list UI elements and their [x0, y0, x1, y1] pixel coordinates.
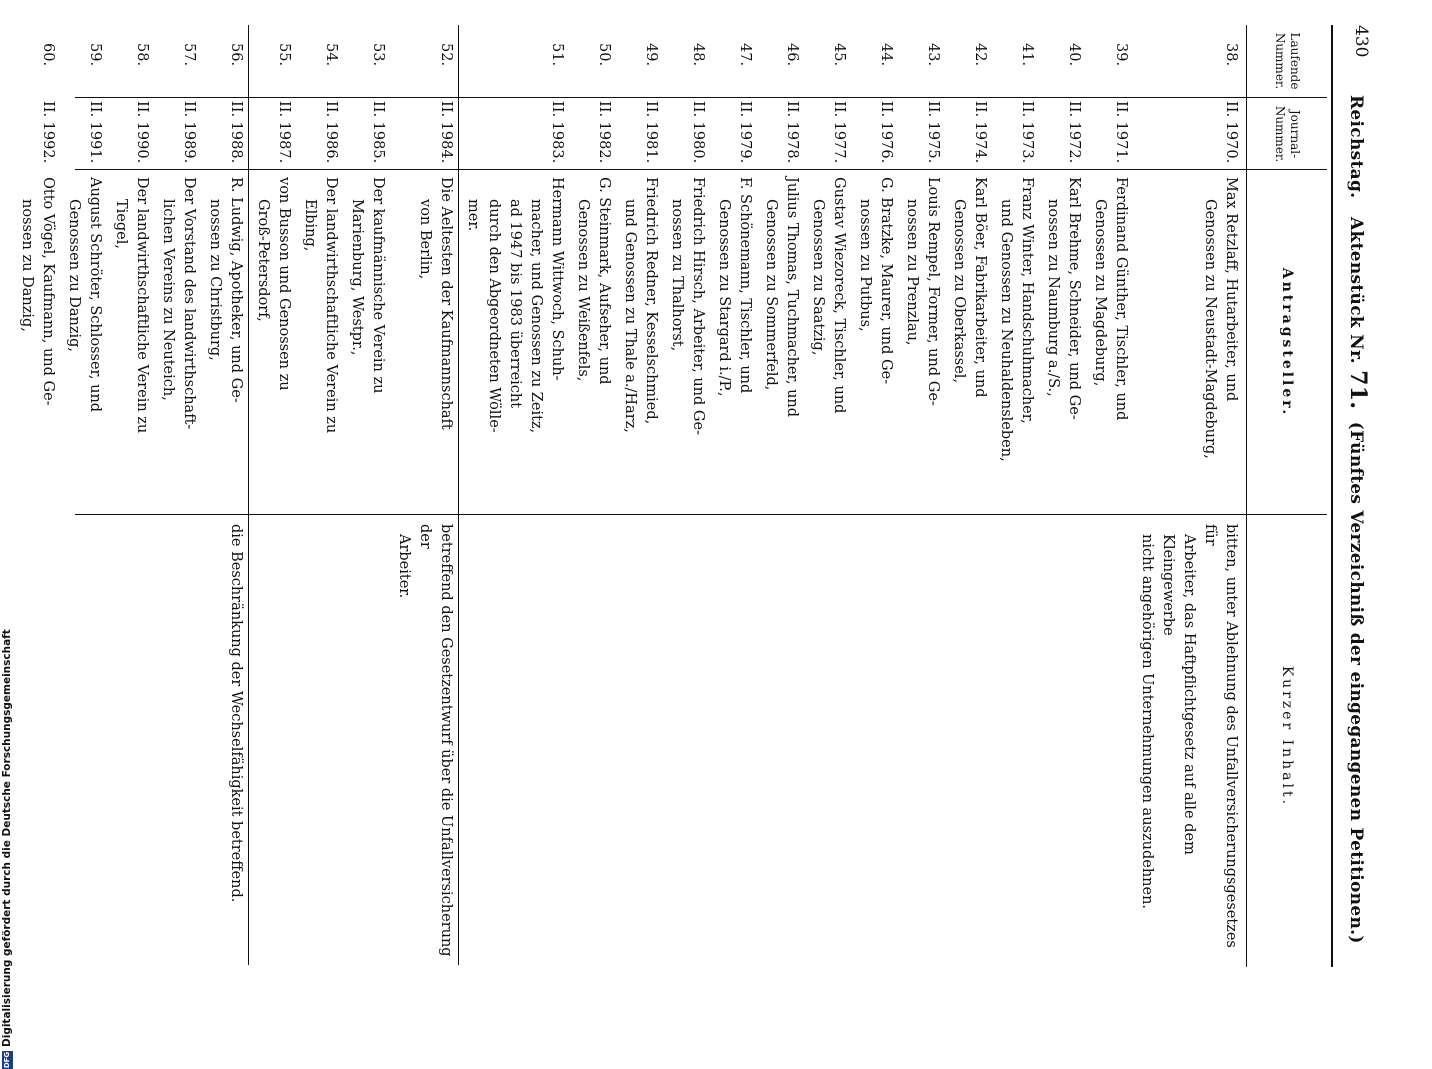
antragsteller-line: Hermann Wittwoch, Schuh- [549, 177, 565, 381]
journal-nummer: II. 1980. [690, 101, 706, 164]
antragsteller-line: August Schröter, Schlosser, und [87, 177, 103, 413]
antragsteller-line: und Genossen zu Thale a./Harz, [622, 199, 638, 433]
column-header-antragsteller: Antragsteller. [1247, 169, 1327, 515]
antragsteller-line: Tiegel, [113, 199, 129, 249]
antragsteller-cell [393, 169, 456, 514]
table-row [945, 25, 992, 965]
antragsteller-line: Friedrich Redner, Kesselschmied, [643, 177, 659, 425]
table-row [898, 25, 945, 965]
laufende-nummer: 54. [323, 43, 339, 67]
antragsteller-line: mer. [465, 199, 481, 232]
inhalt-cell [299, 514, 341, 957]
journal-nummer: II. 1981. [643, 101, 659, 164]
rotated-page [19, 25, 1375, 975]
inhalt-line: die Beschränkung der Wechselfähigkeit betreffend. [228, 524, 244, 903]
laufende-nummer: 50. [596, 43, 612, 67]
column-header-rule [1246, 25, 1247, 967]
laufende-nummer: 47. [737, 43, 753, 67]
journal-nummer: II. 1974. [972, 101, 988, 164]
antragsteller-line: Der landwirthschaftliche Verein zu [323, 177, 339, 434]
antragsteller-cell [1089, 169, 1131, 514]
title-prefix: Reichstag. [1346, 95, 1366, 199]
table-row [60, 25, 107, 965]
journal-nummer: II. 1973. [1019, 101, 1035, 164]
table-row [1039, 25, 1086, 965]
journal-nummer: II. 1986. [323, 101, 339, 164]
journal-nummer: II. 1991. [87, 101, 103, 164]
antragsteller-line: Otto Vögel, Kaufmann, und Ge- [40, 177, 56, 406]
antragsteller-line: Ferdinand Günther, Tischler, und [1113, 177, 1129, 421]
antragsteller-cell [666, 169, 708, 514]
inhalt-cell [666, 514, 708, 957]
journal-nummer: II. 1984. [438, 101, 454, 164]
antragsteller-line: Elbing, [302, 199, 318, 252]
laufende-nummer: 53. [370, 43, 386, 67]
inhalt-cell [204, 514, 246, 957]
inhalt-cell [252, 514, 294, 957]
antragsteller-line: Friedrich Hirsch, Arbeiter, und Ge- [690, 177, 706, 435]
inhalt-cell [346, 514, 388, 957]
antragsteller-cell [760, 169, 802, 514]
laufende-nummer: 38. [1223, 43, 1239, 67]
laufende-nummer: 58. [134, 43, 150, 67]
journal-nummer: II. 1990. [134, 101, 150, 164]
inhalt-cell [760, 514, 802, 957]
inhalt-cell [1042, 514, 1084, 957]
table-row [201, 25, 249, 965]
table-row [804, 25, 851, 965]
antragsteller-cell [1042, 169, 1084, 514]
antragsteller-line: nossen zu Christburg, [207, 199, 223, 361]
laufende-nummer: 43. [925, 43, 941, 67]
petition-table [13, 25, 1243, 965]
antragsteller-line: Genossen zu Saatzig, [810, 199, 826, 356]
antragsteller-cell [462, 169, 567, 514]
title-aktenstueck: Aktenstück Nr. [1346, 217, 1366, 364]
journal-nummer: II. 1988. [228, 101, 244, 164]
antragsteller-line: G. Bratzke, Maurer, und Ge- [878, 177, 894, 385]
antragsteller-line: Der landwirthschaftliche Verein zu [134, 177, 150, 434]
inhalt-cell [16, 514, 58, 957]
antragsteller-cell [713, 169, 755, 514]
inhalt-cell [713, 514, 755, 957]
antragsteller-cell [252, 169, 294, 514]
inhalt-cell [619, 514, 661, 957]
antragsteller-line: Louis Rempel, Former, und Ge- [925, 177, 941, 406]
antragsteller-line: nossen zu Thalhorst, [669, 199, 685, 352]
antragsteller-line: macher, und Genossen zu Zeitz, [528, 199, 544, 434]
inhalt-line: bitten, unter Ablehnung des Unfallversicherungsgesetzes für [1202, 524, 1239, 948]
inhalt-cell [1089, 514, 1131, 957]
antragsteller-cell [110, 169, 152, 514]
footer-text: Digitalisierung gefördert durch die Deutsche Forschungsgemeinschaft [1, 629, 13, 1047]
laufende-nummer: 42. [972, 43, 988, 67]
journal-nummer: II. 1987. [276, 101, 292, 164]
laufende-nummer: 55. [276, 43, 292, 67]
journal-nummer: II. 1982. [596, 101, 612, 164]
antragsteller-line: Genossen zu Neustadt-Magdeburg, [1202, 199, 1218, 459]
inhalt-cell [110, 514, 152, 957]
laufende-nummer: 41. [1019, 43, 1035, 67]
antragsteller-line: R. Ludwig, Apotheker, und Ge- [228, 177, 244, 403]
journal-nummer: II. 1970. [1223, 101, 1239, 164]
laufende-nummer: 51. [549, 43, 565, 67]
antragsteller-line: G. Steinmark, Aufseher, und [596, 177, 612, 385]
antragsteller-line: lichen Vereins zu Neuteich, [160, 199, 176, 401]
antragsteller-line: nossen zu Danzig, [19, 199, 35, 332]
antragsteller-line: Karl Böer, Fabrikarbeiter, und [972, 177, 988, 398]
antragsteller-cell [204, 169, 246, 514]
laufende-nummer: 59. [87, 43, 103, 67]
antragsteller-line: Genossen zu Danzig, [66, 199, 82, 353]
table-row [390, 25, 459, 965]
journal-nummer: II. 1978. [784, 101, 800, 164]
antragsteller-cell [854, 169, 896, 514]
journal-nummer: II. 1979. [737, 101, 753, 164]
antragsteller-cell [901, 169, 943, 514]
inhalt-cell [462, 514, 567, 957]
page-header [1331, 25, 1375, 975]
antragsteller-cell [995, 169, 1037, 514]
table-row [663, 25, 710, 965]
journal-nummer: II. 1972. [1066, 101, 1082, 164]
journal-nummer: II. 1976. [878, 101, 894, 164]
inhalt-cell [157, 514, 199, 957]
laufende-nummer: 49. [643, 43, 659, 67]
journal-nummer: II. 1989. [181, 101, 197, 164]
inhalt-cell [807, 514, 849, 957]
inhalt-line: betreffend den Gesetzentwurf über die Unfallversicherung der [417, 524, 454, 957]
table-row [343, 25, 390, 965]
antragsteller-cell [346, 169, 388, 514]
antragsteller-cell [619, 169, 661, 514]
antragsteller-cell [948, 169, 990, 514]
page-title [1345, 95, 1371, 955]
antragsteller-line: Der Vorstand des landwirthschaft- [181, 177, 197, 430]
laufende-nummer: 39. [1113, 43, 1129, 67]
table-row [992, 25, 1039, 965]
table-row [851, 25, 898, 965]
table-row [296, 25, 343, 965]
laufende-nummer: 48. [690, 43, 706, 67]
antragsteller-cell [572, 169, 614, 514]
column-header-journal: Journal-Nummer. [1247, 97, 1327, 170]
antragsteller-line: Marienburg, Westpr., [349, 199, 365, 356]
page-number: 430 [1351, 25, 1371, 58]
inhalt-cell [948, 514, 990, 957]
title-description: (Fünftes Verzeichniß der eingegangenen Petitionen.) [1346, 421, 1366, 944]
laufende-nummer: 45. [831, 43, 847, 67]
antragsteller-line: von Busson und Genossen zu [276, 177, 292, 391]
antragsteller-line: Genossen zu Sommerfeld, [763, 199, 779, 391]
laufende-nummer: 40. [1066, 43, 1082, 67]
journal-nummer: II. 1983. [549, 101, 565, 164]
antragsteller-cell [16, 169, 58, 514]
antragsteller-cell [807, 169, 849, 514]
antragsteller-line: Franz Winter, Handschuhmacher, [1019, 177, 1035, 424]
inhalt-cell [995, 514, 1037, 957]
table-row [459, 25, 569, 965]
table-row [616, 25, 663, 965]
journal-nummer: II. 1985. [370, 101, 386, 164]
journal-nummer: II. 1975. [925, 101, 941, 164]
antragsteller-cell [63, 169, 105, 514]
antragsteller-line: Groß-Petersdorf, [255, 199, 271, 322]
laufende-nummer: 46. [784, 43, 800, 67]
antragsteller-line: Der kaufmännische Verein zu [370, 177, 386, 394]
header-rule [1331, 25, 1333, 967]
antragsteller-line: Genossen zu Magdeburg, [1092, 199, 1108, 387]
laufende-nummer: 57. [181, 43, 197, 67]
antragsteller-line: und Genossen zu Neuhaldensleben, [998, 199, 1014, 462]
antragsteller-line: nossen zu Naumburg a./S., [1045, 199, 1061, 397]
antragsteller-line: Die Aeltesten der Kaufmannschaft [438, 177, 454, 430]
antragsteller-line: Gustav Wiezoreck, Tischler, und [831, 177, 847, 414]
journal-nummer: II. 1992. [40, 101, 56, 164]
antragsteller-line: Genossen zu Weißenfels, [575, 199, 591, 382]
antragsteller-line: Julius Thomas, Tuchmacher, und [784, 177, 800, 418]
inhalt-cell [63, 514, 105, 957]
antragsteller-line: F. Schönemann, Tischler, und [737, 177, 753, 394]
inhalt-cell [393, 514, 456, 957]
inhalt-cell [1136, 514, 1241, 957]
table-row [710, 25, 757, 965]
antragsteller-line: durch den Abgeordneten Wölle- [486, 199, 502, 433]
journal-nummer: II. 1977. [831, 101, 847, 164]
laufende-nummer: 60. [40, 43, 56, 67]
inhalt-cell [854, 514, 896, 957]
antragsteller-line: von Berlin, [417, 199, 433, 280]
laufende-nummer: 52. [438, 43, 454, 67]
table-row [154, 25, 201, 965]
journal-nummer: II. 1971. [1113, 101, 1129, 164]
antragsteller-line: Genossen zu Oberkassel, [951, 199, 967, 384]
antragsteller-line: nossen zu Putbus, [857, 199, 873, 332]
inhalt-line: Arbeiter, das Haftpflichtgesetz auf alle dem Kleingewerbe [1160, 534, 1197, 855]
table-row [13, 25, 60, 965]
inhalt-line: nicht angehörigen Unternehmungen auszudehnen. [1139, 534, 1155, 910]
antragsteller-line: nossen zu Prenzlau, [904, 199, 920, 346]
antragsteller-cell [299, 169, 341, 514]
antragsteller-cell [1136, 169, 1241, 514]
table-row [107, 25, 154, 965]
antragsteller-cell [157, 169, 199, 514]
column-header-laufende: Laufende Nummer. [1273, 32, 1302, 90]
column-header-inhalt: Kurzer Inhalt. [1247, 514, 1327, 958]
laufende-nummer: 56. [228, 43, 244, 67]
table-row [569, 25, 616, 965]
antragsteller-line: ad 1947 bis 1983 überreicht [507, 199, 523, 409]
inhalt-cell [901, 514, 943, 957]
dfg-logo: DFG [2, 1051, 11, 1069]
antragsteller-line: Genossen zu Stargard i./P., [716, 199, 732, 397]
inhalt-line: Arbeiter. [396, 534, 412, 599]
table-row [1133, 25, 1243, 965]
table-row [757, 25, 804, 965]
antragsteller-line: Max Retzlaff, Hutarbeiter, und [1223, 177, 1239, 402]
table-row [1086, 25, 1133, 965]
antragsteller-line: Karl Brehme, Schneider, und Ge- [1066, 177, 1082, 420]
inhalt-cell [572, 514, 614, 957]
laufende-nummer: 44. [878, 43, 894, 67]
title-number: 71. [1345, 370, 1371, 410]
table-row [249, 25, 296, 965]
